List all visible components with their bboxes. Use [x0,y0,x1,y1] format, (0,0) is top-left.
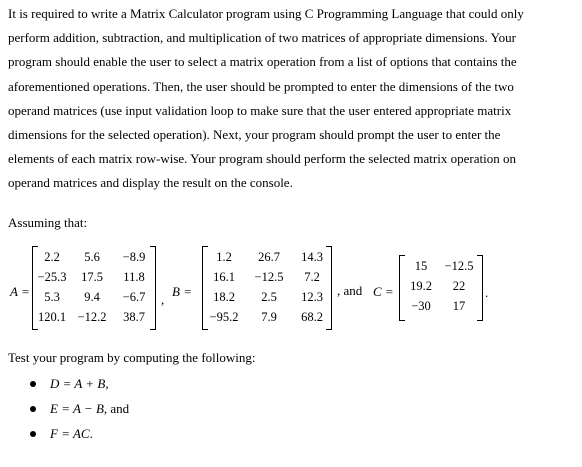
matrix-cell: 17 [452,299,466,313]
matrix-cell: 1.2 [216,250,232,264]
matrix-cell: 68.2 [301,310,323,324]
problem-statement [8,2,580,196]
task-suffix: , [105,376,109,391]
matrix-cell: 22 [452,279,466,293]
task-suffix: . [89,426,93,441]
matrix-b [202,246,332,330]
matrix-cell: −95.2 [209,310,239,324]
matrix-cell: 5.6 [84,250,100,264]
bullet-icon [30,431,36,437]
matrix-cell: 38.7 [123,310,145,324]
matrix-cell: 12.3 [301,290,323,304]
task-item [30,421,129,446]
matrix-cell: −6.7 [122,290,146,304]
matrix-cell: 9.4 [84,290,100,304]
matrix-cell: 14.3 [301,250,323,264]
matrix-cell: 19.2 [410,279,432,293]
matrix-a [32,246,156,330]
task-list [30,371,129,446]
task-item [30,371,129,396]
matrix-cell: 15 [414,259,428,273]
matrix-cell: 18.2 [213,290,235,304]
matrix-cell: 17.5 [81,270,103,284]
statement-line: program should enable the user to select a matrix operation from a list of options that contains the [8,54,517,70]
matrix-cell: −30 [411,299,431,313]
matrix-cell: 11.8 [123,270,145,284]
bullet-icon [30,406,36,412]
matrix-b-label: B = [172,284,192,299]
matrix-cell: −12.2 [77,310,107,324]
statement-line: operand matrices and display the result on the console. [8,175,293,191]
matrix-c-separator: . [485,285,489,300]
matrix-cell: 26.7 [258,250,280,264]
statement-line: perform addition, subtraction, and multiplication of two matrices of appropriate dimensions. Your [8,30,516,46]
matrix-a-separator: , [161,292,165,307]
statement-line: operand matrices (use input validation loop to make sure that the user entered appropriate matrix [8,102,512,118]
statement-line: aforementioned operations. Then, the user should be prompted to enter the dimensions of the two [8,78,514,94]
matrix-cell: 5.3 [44,290,60,304]
statement-line: It is required to write a Matrix Calculator program using C Programming Language that could only [8,6,524,21]
matrix-cell: −12.5 [444,259,474,273]
task-item [30,396,129,421]
matrix-c [399,255,483,321]
task-suffix: , and [103,401,130,416]
task-equation: F = AC [50,426,90,441]
matrix-cell: 7.9 [261,310,277,324]
matrix-cell: −25.3 [37,270,67,284]
matrix-cell: −8.9 [122,250,146,264]
assuming-heading: Assuming that: [8,215,88,230]
task-equation: E = A − B [50,401,104,416]
matrix-cell: 16.1 [213,270,235,284]
matrix-a-label: A = [10,284,30,299]
test-intro: Test your program by computing the following: [8,350,256,365]
statement-line: dimensions for the selected operation). Next, your program should prompt the user to enter the [8,126,501,142]
matrix-c-label: C = [373,284,394,299]
matrix-cell: −12.5 [254,270,284,284]
matrix-cell: 7.2 [304,270,320,284]
statement-line: elements of each matrix row-wise. Your program should perform the selected matrix operation on [8,151,516,167]
matrix-cell: 120.1 [37,310,67,324]
matrix-cell: 2.5 [261,290,277,304]
matrix-cell: 2.2 [44,250,60,264]
matrix-b-separator: , and [337,283,363,298]
bullet-icon [30,381,36,387]
task-equation: D = A + B [50,376,106,391]
